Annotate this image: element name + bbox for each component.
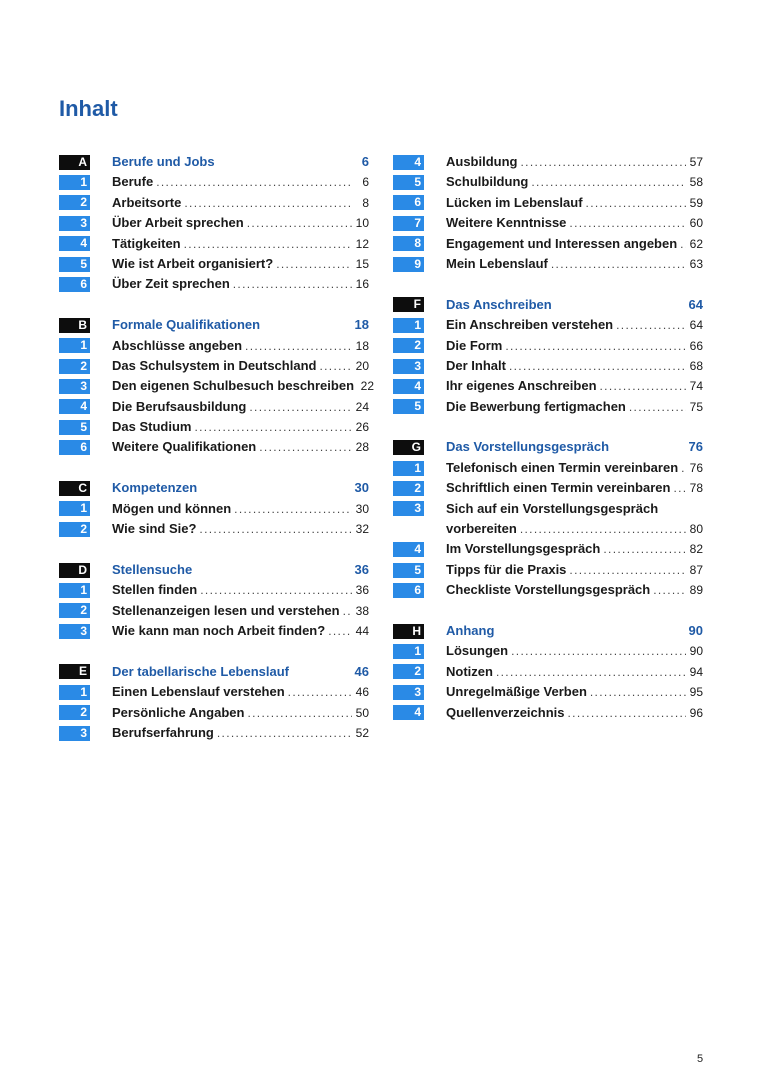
toc-section-row[interactable] xyxy=(393,621,703,641)
dot-leader xyxy=(590,682,686,702)
unit-number-badge: 1 xyxy=(393,461,424,476)
toc-entry-row[interactable] xyxy=(59,703,369,723)
entry-title: Über Zeit sprechen xyxy=(112,276,230,292)
dot-leader xyxy=(199,519,352,539)
unit-number-badge: 3 xyxy=(393,685,424,700)
toc-entry-row[interactable] xyxy=(393,641,703,661)
entry-title: Ausbildung xyxy=(446,154,518,169)
page-ref: 26 xyxy=(355,420,369,435)
unit-number-badge: 6 xyxy=(393,195,424,210)
entry-title: Einen Lebenslauf verstehen xyxy=(112,684,285,700)
toc-section-row[interactable] xyxy=(59,560,369,580)
unit-number-badge: 8 xyxy=(393,236,424,251)
dot-leader xyxy=(247,703,352,723)
toc-gap xyxy=(393,274,703,294)
toc-gap xyxy=(59,641,369,661)
dot-leader xyxy=(680,234,686,254)
dot-leader xyxy=(673,478,686,498)
entry-title: Wie sind Sie? xyxy=(112,521,197,537)
dot-leader xyxy=(521,152,687,172)
toc-entry-row[interactable] xyxy=(59,621,369,641)
page-ref: 28 xyxy=(355,440,369,455)
page-number: 5 xyxy=(697,1053,704,1065)
toc-entry-row[interactable] xyxy=(393,234,703,254)
page-ref: 24 xyxy=(355,399,369,414)
unit-number-badge: 4 xyxy=(393,155,424,170)
section-title: Berufe und Jobs xyxy=(112,154,215,169)
toc-entry-row[interactable] xyxy=(59,172,369,192)
dot-leader xyxy=(586,193,686,213)
unit-number-badge: 3 xyxy=(59,624,90,639)
toc-section-row[interactable] xyxy=(59,315,369,335)
dot-leader xyxy=(551,254,686,274)
page-ref: 20 xyxy=(355,358,369,373)
dot-leader xyxy=(569,213,686,233)
page-ref: 18 xyxy=(354,317,369,333)
toc-gap xyxy=(59,539,369,559)
unit-number-badge: 3 xyxy=(59,726,90,741)
dot-leader xyxy=(496,662,686,682)
entry-title: Ihr eigenes Anschreiben xyxy=(446,378,597,394)
unit-number-badge: 5 xyxy=(393,563,424,578)
toc-entry-row[interactable] xyxy=(393,499,703,519)
toc-entry-row[interactable] xyxy=(393,193,703,213)
dot-leader xyxy=(520,519,686,539)
page-ref: 78 xyxy=(689,481,703,496)
unit-number-badge: 1 xyxy=(59,175,90,190)
toc-entry-row[interactable] xyxy=(393,152,703,172)
unit-number-badge: 1 xyxy=(393,318,424,333)
dot-leader xyxy=(217,723,352,743)
dot-leader xyxy=(603,539,686,559)
toc-section-row[interactable] xyxy=(59,662,369,682)
page-ref: 90 xyxy=(688,622,703,638)
unit-number-badge: 3 xyxy=(393,359,424,374)
unit-number-badge: 1 xyxy=(59,501,90,516)
page-ref: 44 xyxy=(355,623,369,638)
toc-entry-row[interactable] xyxy=(59,193,369,213)
toc-entry-row[interactable] xyxy=(393,703,703,723)
toc-section-row[interactable] xyxy=(393,295,703,315)
page-ref: 60 xyxy=(689,216,703,231)
entry-title: Stellen finden xyxy=(112,582,198,598)
toc-entry-row[interactable] xyxy=(59,376,375,396)
toc-entry-row[interactable] xyxy=(59,437,369,457)
toc-entry-row[interactable] xyxy=(393,519,703,539)
dot-leader xyxy=(259,437,352,457)
dot-leader xyxy=(245,336,352,356)
entry-title: Berufserfahrung xyxy=(112,724,214,740)
section-title: Anhang xyxy=(446,622,495,638)
entry-title: Ein Anschreiben verstehen xyxy=(446,317,614,333)
entry-title: Den eigenen Schulbesuch beschreiben xyxy=(112,378,355,394)
entry-title: Wie kann man noch Arbeit finden? xyxy=(112,622,326,638)
page-ref: 10 xyxy=(355,216,369,231)
page-ref: 50 xyxy=(355,705,369,720)
unit-number-badge: 2 xyxy=(393,481,424,496)
unit-number-badge: 5 xyxy=(393,175,424,190)
section-title: Das Vorstellungsgespräch xyxy=(446,439,610,455)
page-ref: 87 xyxy=(689,562,703,577)
toc-entry-row[interactable] xyxy=(393,213,703,233)
unit-number-badge: 2 xyxy=(59,195,90,210)
entry-title: Tipps für die Praxis xyxy=(446,561,567,577)
entry-title: Notizen xyxy=(446,663,493,679)
unit-number-badge: 9 xyxy=(393,257,424,272)
dot-leader xyxy=(328,621,352,641)
entry-title: Über Arbeit sprechen xyxy=(112,215,244,231)
unit-number-badge: 2 xyxy=(59,522,90,537)
dot-leader xyxy=(233,274,352,294)
unit-number-badge: 4 xyxy=(393,379,424,394)
section-letter-badge: C xyxy=(59,481,90,496)
page-ref: 30 xyxy=(354,480,369,496)
page-ref: 90 xyxy=(689,644,703,659)
unit-number-badge: 2 xyxy=(59,359,90,374)
toc-entry-row[interactable] xyxy=(393,662,703,682)
dot-leader xyxy=(511,641,686,661)
entry-title: Sich auf ein Vorstellungsgespräch xyxy=(446,500,659,516)
page-ref: 66 xyxy=(689,338,703,353)
dot-leader xyxy=(276,254,352,274)
toc-entry-row[interactable] xyxy=(393,539,703,559)
entry-title: Unregelmäßige Verben xyxy=(446,684,587,700)
entry-title: vorbereiten xyxy=(446,521,517,537)
dot-leader xyxy=(184,193,352,213)
entry-title: Abschlüsse angeben xyxy=(112,337,243,353)
dot-leader xyxy=(505,336,686,356)
toc-section-row[interactable] xyxy=(59,478,369,498)
dot-leader xyxy=(509,356,686,376)
page-ref: 94 xyxy=(689,664,703,679)
page-ref: 46 xyxy=(354,663,369,679)
toc-entry-row[interactable] xyxy=(59,254,369,274)
toc-entry-row[interactable] xyxy=(393,458,703,478)
section-letter-badge: D xyxy=(59,563,90,578)
toc-entry-row[interactable] xyxy=(59,417,369,437)
toc-entry-row[interactable] xyxy=(59,234,369,254)
unit-number-badge: 4 xyxy=(393,542,424,557)
unit-number-badge: 2 xyxy=(393,664,424,679)
page-ref: 16 xyxy=(355,277,369,292)
page-ref: 80 xyxy=(689,522,703,537)
entry-title: Lösungen xyxy=(446,643,509,659)
unit-number-badge: 4 xyxy=(59,399,90,414)
page-ref: 18 xyxy=(355,338,369,353)
unit-number-badge: 6 xyxy=(59,277,90,292)
dot-leader xyxy=(569,560,686,580)
page-ref: 46 xyxy=(355,685,369,700)
page-ref: 75 xyxy=(689,399,703,414)
unit-number-badge: 3 xyxy=(59,216,90,231)
entry-title: Quellenverzeichnis xyxy=(446,704,565,720)
toc-entry-row[interactable] xyxy=(393,356,703,376)
toc-column-right xyxy=(393,152,703,723)
page-ref: 82 xyxy=(689,542,703,557)
dot-leader xyxy=(616,315,686,335)
unit-number-badge: 5 xyxy=(393,399,424,414)
page-ref: 89 xyxy=(689,583,703,598)
dot-leader xyxy=(200,580,352,600)
toc-entry-row[interactable] xyxy=(59,356,369,376)
toc-entry-row[interactable] xyxy=(59,580,369,600)
entry-title: Die Bewerbung fertigmachen xyxy=(446,398,626,414)
entry-title: Die Form xyxy=(446,337,503,353)
entry-title: Mein Lebenslauf xyxy=(446,255,548,271)
entry-title: Checkliste Vorstellungsgespräch xyxy=(446,582,651,598)
page-ref: 74 xyxy=(689,379,703,394)
unit-number-badge: 1 xyxy=(59,685,90,700)
toc-column-left xyxy=(59,152,375,743)
page-ref: 6 xyxy=(362,175,369,190)
unit-number-badge: 6 xyxy=(59,440,90,455)
dot-leader xyxy=(156,172,352,192)
section-letter-badge: A xyxy=(59,155,90,170)
entry-title: Das Schulsystem in Deutschland xyxy=(112,357,317,373)
page-ref: 30 xyxy=(355,501,369,516)
toc-entry-row[interactable] xyxy=(59,213,369,233)
page-ref: 6 xyxy=(361,154,369,169)
entry-title: Schriftlich einen Termin vereinbaren xyxy=(446,480,671,496)
section-title: Stellensuche xyxy=(112,561,193,577)
dot-leader xyxy=(249,397,352,417)
toc-entry-row[interactable] xyxy=(393,376,703,396)
page-ref: 64 xyxy=(689,318,703,333)
entry-title: Im Vorstellungsgespräch xyxy=(446,541,601,557)
toc-entry-row[interactable] xyxy=(59,336,369,356)
entry-title: Wie ist Arbeit organisiert? xyxy=(112,255,274,271)
section-title: Formale Qualifikationen xyxy=(112,317,261,333)
entry-title: Persönliche Angaben xyxy=(112,704,245,720)
toc-entry-row[interactable] xyxy=(393,172,703,192)
unit-number-badge: 6 xyxy=(393,583,424,598)
toc-gap xyxy=(59,295,369,315)
dot-leader xyxy=(629,397,686,417)
toc-gap xyxy=(393,417,703,437)
page-title: Inhalt xyxy=(59,96,118,121)
toc-entry-row[interactable] xyxy=(393,478,703,498)
entry-title: Telefonisch einen Termin vereinbaren xyxy=(446,459,679,475)
toc-entry-row[interactable] xyxy=(393,682,703,702)
dot-leader xyxy=(247,213,352,233)
page-ref: 12 xyxy=(355,236,369,251)
entry-title: Stellenanzeigen lesen und verstehen xyxy=(112,602,340,618)
page-ref: 36 xyxy=(355,583,369,598)
section-title: Das Anschreiben xyxy=(446,296,552,312)
page-ref: 95 xyxy=(689,685,703,700)
unit-number-badge: 3 xyxy=(59,379,90,394)
unit-number-badge: 1 xyxy=(59,338,90,353)
section-letter-badge: G xyxy=(393,440,424,455)
unit-number-badge: 5 xyxy=(59,420,90,435)
entry-title: Die Berufsausbildung xyxy=(112,398,247,414)
unit-number-badge: 7 xyxy=(393,216,424,231)
dot-leader xyxy=(653,580,686,600)
dot-leader xyxy=(568,703,687,723)
unit-number-badge: 4 xyxy=(393,705,424,720)
section-title: Der tabellarische Lebenslauf xyxy=(112,663,290,679)
page-ref: 63 xyxy=(689,256,703,271)
toc-entry-row[interactable] xyxy=(393,315,703,335)
page-ref: 38 xyxy=(355,603,369,618)
entry-title: Berufe xyxy=(112,174,154,190)
entry-title: Das Studium xyxy=(112,419,192,435)
entry-title: Mögen und können xyxy=(112,500,232,516)
toc-entry-row[interactable] xyxy=(59,397,369,417)
entry-title: Der Inhalt xyxy=(446,357,506,373)
unit-number-badge: 2 xyxy=(59,705,90,720)
toc-entry-row[interactable] xyxy=(393,336,703,356)
entry-title: Tätigkeiten xyxy=(112,235,181,251)
toc-entry-row[interactable] xyxy=(59,723,369,743)
page-ref: 64 xyxy=(688,296,703,312)
toc-gap xyxy=(59,458,369,478)
section-letter-badge: B xyxy=(59,318,90,333)
toc-entry-row[interactable] xyxy=(59,601,369,621)
entry-title: Engagement und Interessen angeben xyxy=(446,235,678,251)
dot-leader xyxy=(319,356,352,376)
entry-title: Schulbildung xyxy=(446,174,529,190)
toc-entry-row[interactable] xyxy=(393,254,703,274)
page-ref: 68 xyxy=(689,358,703,373)
unit-number-badge: 1 xyxy=(59,583,90,598)
entry-title: Lücken im Lebenslauf xyxy=(446,194,583,210)
page-ref: 57 xyxy=(689,155,703,169)
toc-entry-row[interactable] xyxy=(59,519,369,539)
page-ref: 36 xyxy=(354,561,369,577)
toc-entry-row[interactable] xyxy=(59,274,369,294)
page-ref: 76 xyxy=(689,460,703,475)
page-ref: 15 xyxy=(355,256,369,271)
page-ref: 52 xyxy=(355,725,369,740)
page-ref: 59 xyxy=(689,195,703,210)
unit-number-badge: 3 xyxy=(393,501,424,516)
unit-number-badge xyxy=(393,522,424,537)
section-letter-badge: F xyxy=(393,297,424,312)
toc-gap xyxy=(393,601,703,621)
dot-leader xyxy=(234,499,352,519)
dot-leader xyxy=(184,234,352,254)
entry-title: Arbeitsorte xyxy=(112,194,182,210)
unit-number-badge: 1 xyxy=(393,644,424,659)
section-letter-badge: H xyxy=(393,624,424,639)
dot-leader xyxy=(288,682,352,702)
page-ref: 32 xyxy=(355,522,369,537)
dot-leader xyxy=(194,417,352,437)
toc-section-row[interactable] xyxy=(59,152,369,172)
unit-number-badge: 4 xyxy=(59,236,90,251)
page-ref: 8 xyxy=(362,195,369,210)
page-ref: 58 xyxy=(689,175,703,190)
toc-entry-row[interactable] xyxy=(59,499,369,519)
dot-leader xyxy=(531,172,686,192)
dot-leader xyxy=(600,376,686,396)
dot-leader xyxy=(681,458,686,478)
toc-entry-row[interactable] xyxy=(59,682,369,702)
page-ref: 62 xyxy=(689,236,703,251)
entry-title: Weitere Qualifikationen xyxy=(112,439,257,455)
entry-title: Weitere Kenntnisse xyxy=(446,215,567,231)
section-title: Kompetenzen xyxy=(112,480,198,496)
toc-entry-row[interactable] xyxy=(393,580,703,600)
unit-number-badge: 2 xyxy=(393,338,424,353)
toc-section-row[interactable] xyxy=(393,437,703,457)
dot-leader xyxy=(343,601,352,621)
unit-number-badge: 2 xyxy=(59,603,90,618)
toc-entry-row[interactable] xyxy=(393,560,703,580)
section-letter-badge: E xyxy=(59,664,90,679)
toc-entry-row[interactable] xyxy=(393,397,703,417)
page-ref: 22 xyxy=(360,379,375,394)
unit-number-badge: 5 xyxy=(59,257,90,272)
page-ref: 76 xyxy=(688,439,703,455)
page-ref: 96 xyxy=(689,705,703,720)
